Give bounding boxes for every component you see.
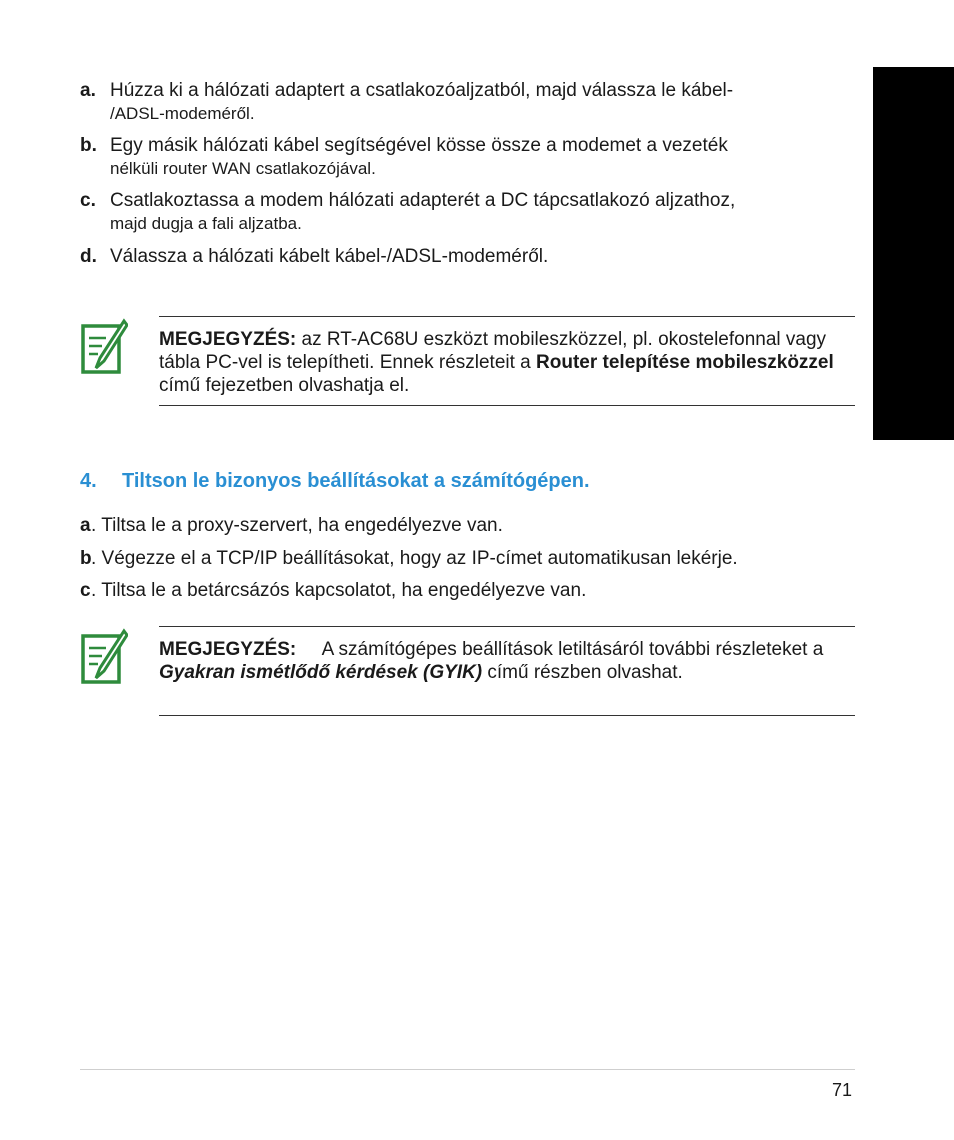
step-d xyxy=(80,245,840,269)
step-c xyxy=(80,189,840,235)
step-label: d. xyxy=(80,246,97,267)
section-number: 4. xyxy=(80,470,97,492)
note-top-rule xyxy=(159,626,855,627)
language-tab xyxy=(873,67,954,440)
step-c-2 xyxy=(80,579,840,603)
section-title: Tiltson le bizonyos beállításokat a számítógépen. xyxy=(122,470,590,492)
step-label: b xyxy=(80,548,92,569)
note-pencil-icon xyxy=(80,628,128,686)
page-number: 71 xyxy=(831,1080,852,1100)
step-text: Válassza a hálózati kábelt kábel-/ADSL-modeméről. xyxy=(110,246,549,267)
step-label: c. xyxy=(80,190,96,211)
step-label: b. xyxy=(80,135,97,156)
note-top-rule xyxy=(159,316,855,317)
note-bottom-rule xyxy=(159,715,855,716)
note-bottom-rule xyxy=(159,405,855,406)
section-heading xyxy=(80,470,590,493)
step-label: c xyxy=(80,580,91,601)
step-text: Csatlakoztassa a modem hálózati adapterét a DC tápcsatlakozó aljzathoz, xyxy=(110,190,736,211)
footer-rule xyxy=(80,1069,855,1070)
note-1 xyxy=(159,328,849,397)
step-label: a xyxy=(80,515,91,536)
step-text: Egy másik hálózati kábel segítségével kösse össze a modemet a vezeték xyxy=(110,135,728,156)
step-a-2 xyxy=(80,514,840,538)
step-b xyxy=(80,134,840,180)
note-label: MEGJEGYZÉS: xyxy=(159,639,297,660)
note-2 xyxy=(159,638,849,684)
step-text-cont: /ADSL-modeméről. xyxy=(110,104,255,123)
step-b-2 xyxy=(80,547,840,571)
step-text: . Végezze el a TCP/IP beállításokat, hogy az IP-címet automatikusan lekérje. xyxy=(91,548,738,569)
step-a xyxy=(80,79,840,125)
note-pencil-icon xyxy=(80,318,128,376)
step-text: . Tiltsa le a betárcsázós kapcsolatot, ha engedélyezve van. xyxy=(91,580,587,601)
step-label: a. xyxy=(80,80,96,101)
note-bold-ref: Router telepítése mobileszközzel xyxy=(536,352,834,373)
note-text: az RT-AC68U eszközt mobileszközzel, pl. okostelefonnal vagy tábla PC-vel is telepítheti. Ennek részleteit a xyxy=(159,329,827,373)
step-text-cont: nélküli router WAN csatlakozójával. xyxy=(110,159,376,178)
note-text: A számítógépes beállítások letiltásáról további részleteket a xyxy=(296,639,829,660)
note-bold-italic-ref: Gyakran ismétlődő kérdések (GYIK) xyxy=(159,662,483,683)
step-text-cont: majd dugja a fali aljzatba. xyxy=(110,214,302,233)
step-text: Húzza ki a hálózati adaptert a csatlakozóaljzatból, majd válassza le kábel- xyxy=(110,80,734,101)
step-text: . Tiltsa le a proxy-szervert, ha engedélyezve van. xyxy=(91,515,503,536)
note-text-end: című fejezetben olvashatja el. xyxy=(159,375,410,396)
note-label: MEGJEGYZÉS: xyxy=(159,329,297,350)
note-text-end: című részben olvashat. xyxy=(482,662,683,683)
